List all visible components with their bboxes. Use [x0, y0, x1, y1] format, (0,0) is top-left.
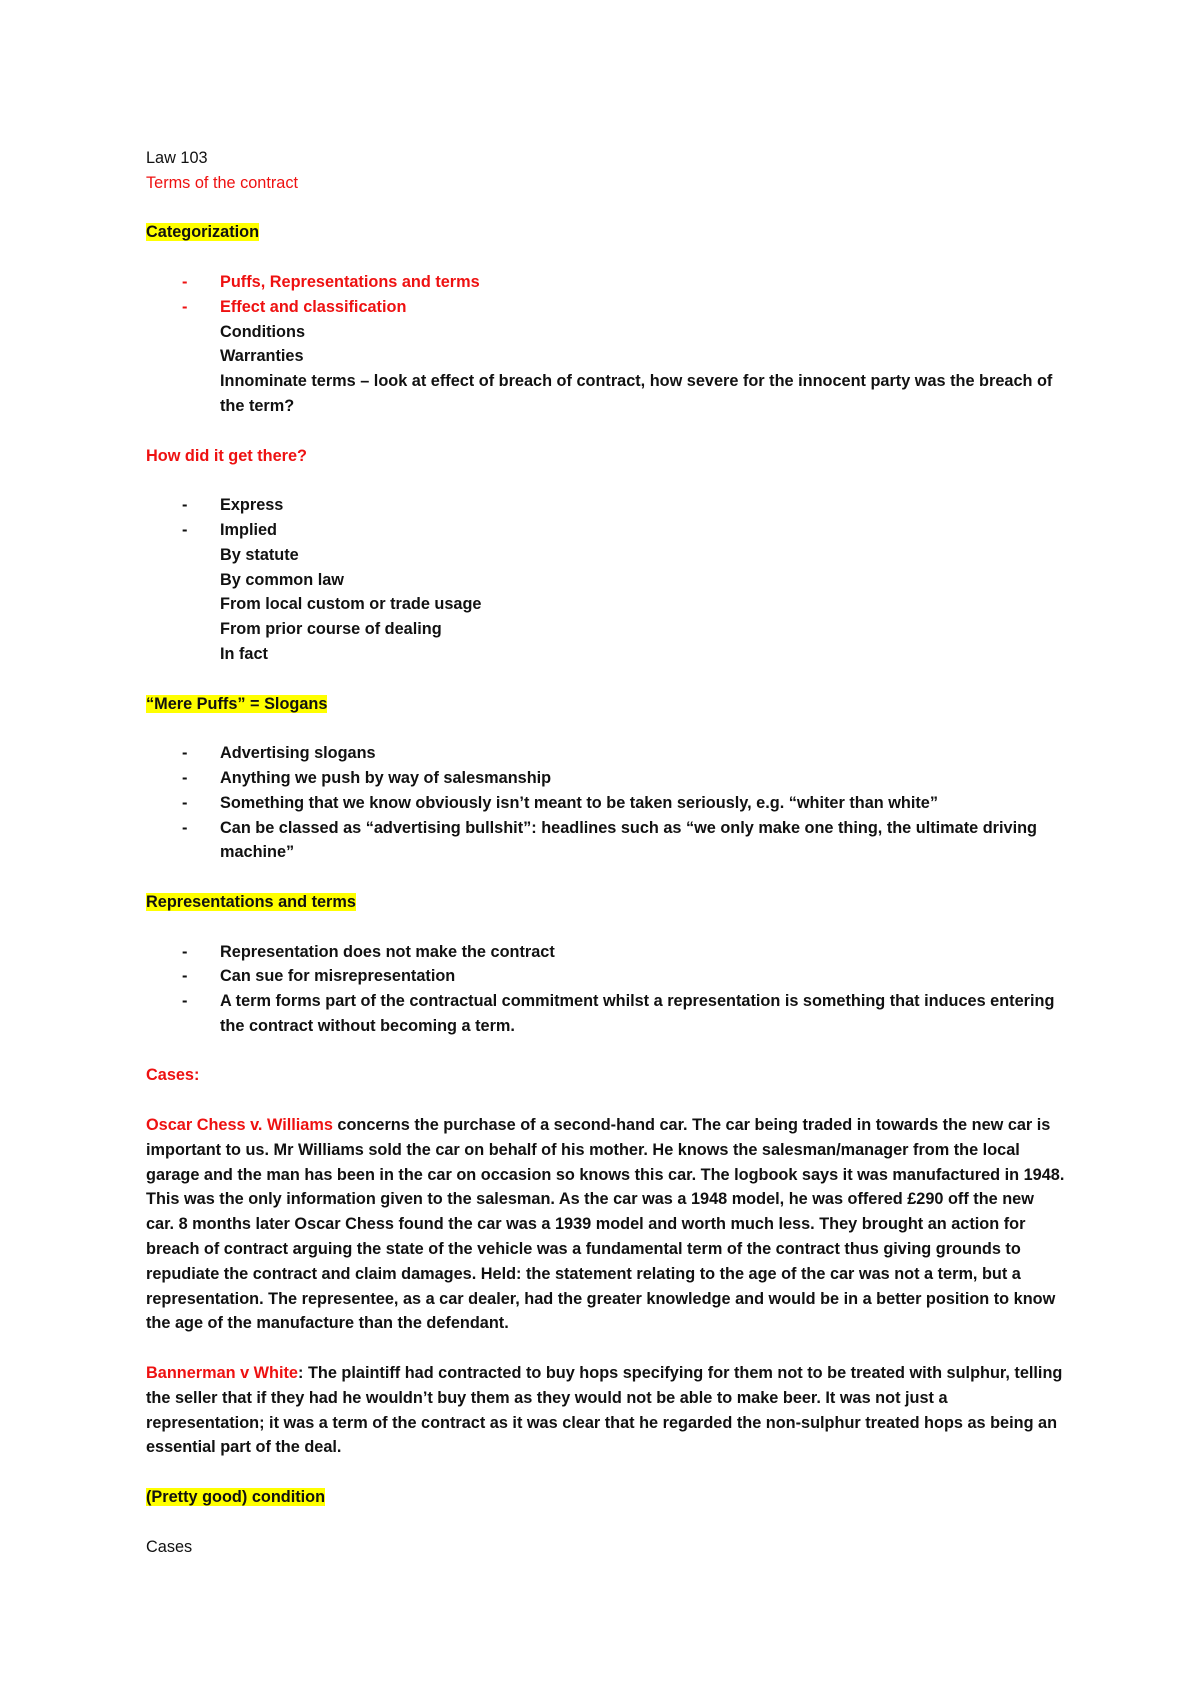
section-heading-condition: (Pretty good) condition — [146, 1488, 326, 1507]
case-text: concerns the purchase of a second-hand car. The car being traded in towards the new car is important to us. Mr Williams sold the car on behalf of his mother. He knows the salesman/manager from the local garage and the man has been in the car on occasion so knows this car. The logbook says it was manufactured in 1948. This was the only information given to the salesman. As the car was a 1948 model, he was offered £290 off the new car. 8 months later Oscar Chess found the car was a 1939 model and worth much less. They brought an action for breach of contract arguing the state of the vehicle was a fundamental term of the contract thus giving grounds to repudiate the contract and claim damages. Held: the statement relating to the age of the car was not a term, but a representation. The representee, as a car dealer, had the greater knowledge and would be in a better position to know the age of the manufacture than the defendant. — [146, 1116, 1065, 1333]
section-heading-how: How did it get there? — [146, 446, 307, 465]
list-item: - Puffs, Representations and terms — [182, 272, 480, 291]
categorization-list — [146, 270, 1066, 419]
list-item: - Representation does not make the contract — [182, 942, 555, 961]
sub-item: Conditions — [220, 322, 306, 341]
sub-item: By common law — [220, 570, 344, 589]
case-name: Bannerman v White — [146, 1364, 298, 1383]
list-item: - Anything we push by way of salesmanship — [182, 768, 552, 787]
case-oscar-chess — [146, 1113, 1066, 1336]
puffs-list — [146, 741, 1066, 865]
list-item: - Implied — [182, 520, 277, 539]
list-item: - A term forms part of the contractual commitment whilst a representation is something that induces entering the contract without becoming a term. — [182, 992, 1055, 1035]
sub-item: In fact — [220, 644, 268, 663]
list-item: - Something that we know obviously isn’t meant to be taken seriously, e.g. “whiter than white” — [182, 793, 938, 812]
document-title: Terms of the contract — [146, 173, 299, 192]
list-item: - Can sue for misrepresentation — [182, 967, 456, 986]
cases-heading: Cases: — [146, 1066, 200, 1085]
document-page — [146, 146, 1066, 1559]
list-item: - Advertising slogans — [182, 744, 376, 763]
list-item: - Effect and classification — [182, 297, 407, 316]
cases-label: Cases — [146, 1537, 193, 1556]
case-text: : The plaintiff had contracted to buy hops specifying for them not to be treated with sulphur, telling the seller that if they had he wouldn’t buy them as they would not be able to make beer. It was not just a representation; it was a term of the contract as it was clear that he regarded the non-sulphur treated hops as being an essential part of the deal. — [146, 1364, 1063, 1457]
sub-item: By statute — [220, 545, 299, 564]
sub-item: Warranties — [220, 347, 304, 366]
case-name: Oscar Chess v. Williams — [146, 1116, 333, 1135]
list-item: - Express — [182, 496, 284, 515]
representations-list — [146, 940, 1066, 1039]
sub-item: Innominate terms – look at effect of breach of contract, how severe for the innocent party was the breach of the term? — [220, 372, 1053, 415]
list-item: - Can be classed as “advertising bullshit”: headlines such as “we only make one thing, the ultimate driving machine” — [182, 818, 1037, 862]
sub-item: From local custom or trade usage — [220, 595, 482, 614]
section-heading-puffs: “Mere Puffs” = Slogans — [146, 694, 328, 713]
section-heading-categorization: Categorization — [146, 223, 260, 242]
course-code: Law 103 — [146, 149, 208, 167]
case-bannerman — [146, 1361, 1066, 1460]
section-heading-representations: Representations and terms — [146, 892, 356, 911]
sub-item: From prior course of dealing — [220, 620, 442, 639]
how-list — [146, 493, 1066, 667]
